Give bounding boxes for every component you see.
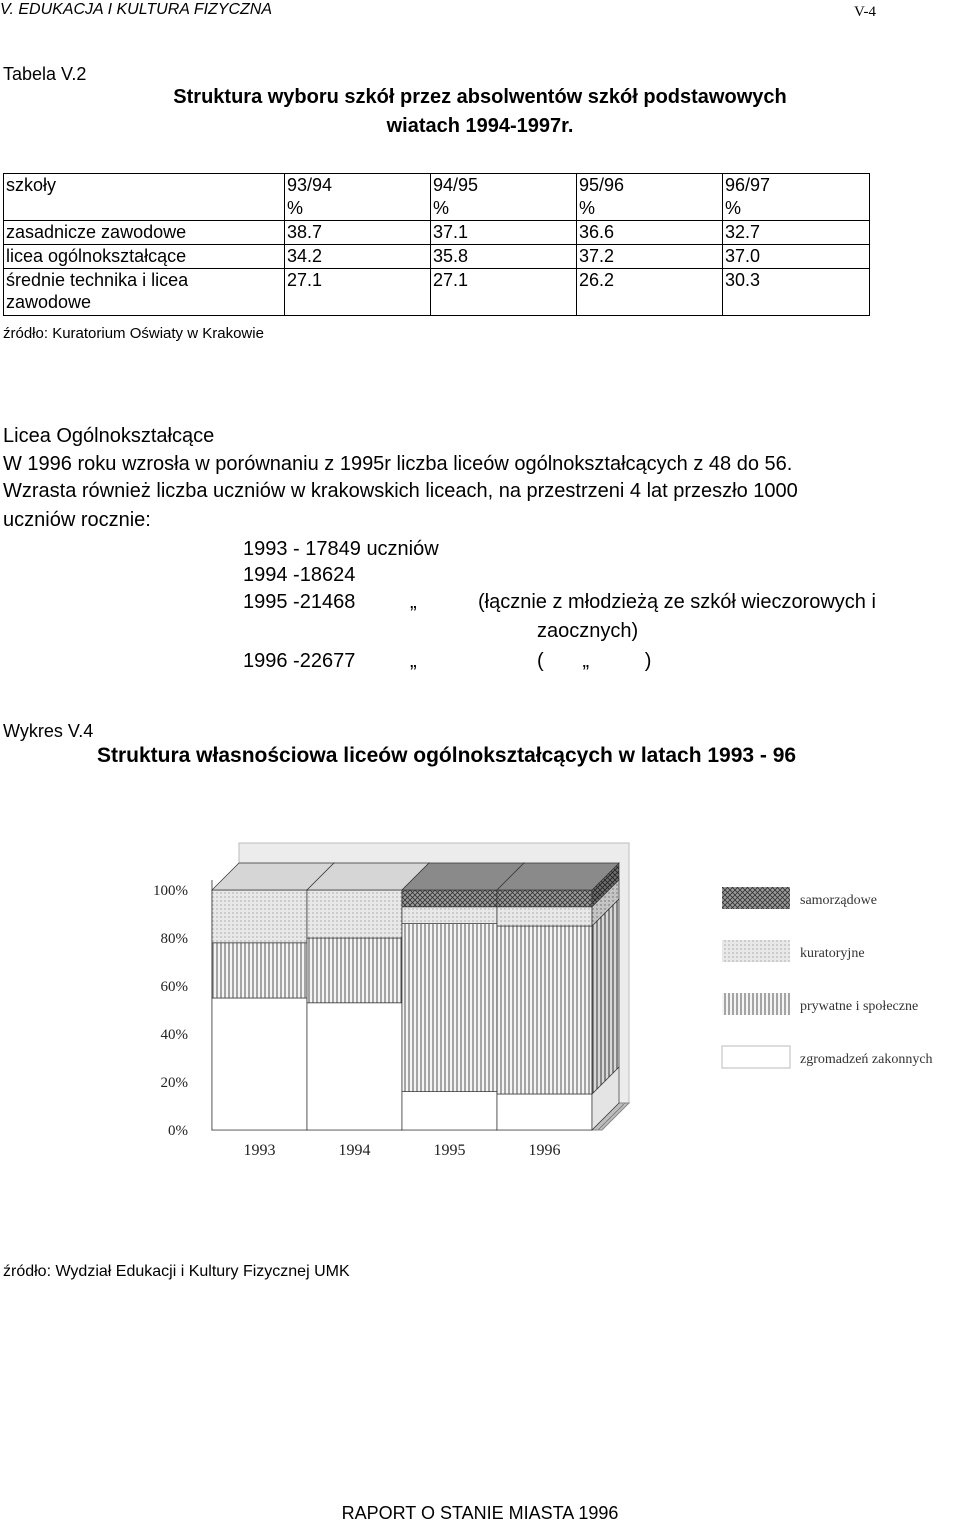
ditto-mark: „ [410, 591, 417, 613]
bar-segment-side [592, 899, 619, 1094]
bar-segment [212, 890, 307, 943]
table-cell: 36.6 [577, 221, 723, 245]
row-label-line2: zawodowe [6, 292, 92, 312]
bar-segment [402, 1092, 497, 1130]
row-label: licea ogólnokształcące [4, 245, 285, 269]
table-label: Tabela V.2 [3, 64, 87, 84]
table-cell: 34.2 [285, 245, 431, 269]
table-source: źródło: Kuratorium Oświaty w Krakowie [3, 325, 264, 342]
table-cell: 26.2 [577, 269, 723, 316]
table-header-row [4, 174, 870, 198]
column-header: 93/94 [285, 174, 431, 198]
section-title: V. EDUKACJA I KULTURA FIZYCZNA [0, 1, 273, 18]
x-tick-label: 1996 [528, 1142, 561, 1159]
chart-label: Wykres V.4 [3, 721, 94, 741]
bar-segment [402, 907, 497, 924]
y-tick-label: 20% [160, 1075, 188, 1091]
legend-swatch [722, 1046, 790, 1068]
list-item-year: 1994 -18624 [243, 564, 356, 586]
table-cell: 38.7 [285, 221, 431, 245]
table-title-line1: Struktura wyboru szkół przez absolwentów szkół podstawowych [173, 86, 787, 108]
y-tick-label: 60% [160, 979, 188, 995]
bar-segment [497, 926, 592, 1094]
list-item-year: 1996 -22677 [243, 650, 356, 672]
table-row [4, 221, 870, 245]
y-tick-label: 100% [153, 883, 188, 899]
y-axis [153, 883, 188, 1139]
table-row [4, 245, 870, 269]
table-cell: 30.3 [723, 269, 870, 316]
column-header: 95/96 [577, 174, 723, 198]
table-cell: 37.0 [723, 245, 870, 269]
bar-segment [212, 943, 307, 998]
table-units-row [4, 197, 870, 221]
list-item-note: zaocznych) [537, 620, 639, 642]
unit-cell: % [431, 197, 577, 221]
list-item-year: 1993 - 17849 uczniów [243, 538, 439, 560]
table-cell: 27.1 [285, 269, 431, 316]
paragraph-line: uczniów rocznie: [3, 509, 151, 531]
bar-segment [497, 907, 592, 926]
x-tick-label: 1995 [433, 1142, 466, 1159]
y-tick-label: 40% [160, 1027, 188, 1043]
unit-cell [4, 197, 285, 221]
table-title-line2: wiatach 1994-1997r. [386, 115, 574, 137]
table-cell: 35.8 [431, 245, 577, 269]
legend-label: prywatne i społeczne [800, 999, 919, 1014]
chart-title: Struktura własnościowa liceów ogólnokształcących w latach 1993 - 96 [97, 744, 797, 767]
row-label-line1: średnie technika i licea [6, 270, 189, 290]
x-axis [244, 1142, 561, 1159]
column-header: 96/97 [723, 174, 870, 198]
legend-label: samorządowe [800, 893, 877, 908]
x-tick-label: 1994 [338, 1142, 371, 1159]
bar-segment [497, 1094, 592, 1130]
bar-segment [212, 998, 307, 1130]
y-tick-label: 0% [168, 1123, 188, 1139]
bar-segment [307, 1003, 402, 1130]
table-cell: 37.1 [431, 221, 577, 245]
bar-segment [307, 938, 402, 1003]
legend-swatch [722, 887, 790, 909]
unit-cell: % [285, 197, 431, 221]
chart-legend [722, 887, 933, 1068]
column-header: 94/95 [431, 174, 577, 198]
ownership-structure-chart [0, 780, 960, 1200]
bar-segment [497, 890, 592, 907]
footer-text: RAPORT O STANIE MIASTA 1996 [341, 1503, 619, 1523]
bar-stack-group [212, 863, 619, 1130]
bar-segment [402, 924, 497, 1092]
y-tick-label: 80% [160, 931, 188, 947]
column-header: szkoły [4, 174, 285, 198]
chart-source: źródło: Wydział Edukacji i Kultury Fizycznej UMK [3, 1263, 350, 1280]
ditto-mark: „ [410, 650, 417, 672]
list-item-note: ( „ ) [537, 650, 652, 672]
paragraph-line: Wzrasta również liczba uczniów w krakowskich liceach, na przestrzeni 4 lat przeszło 1000 [3, 480, 798, 502]
legend-label: kuratoryjne [800, 946, 865, 961]
list-item-note: (łącznie z młodzieżą ze szkół wieczorowych i [478, 591, 876, 613]
table-cell: 32.7 [723, 221, 870, 245]
table-cell: 37.2 [577, 245, 723, 269]
bar-segment [402, 890, 497, 907]
unit-cell: % [577, 197, 723, 221]
school-choice-table [3, 173, 870, 316]
section-heading: Licea Ogólnokształcące [3, 425, 215, 447]
paragraph-line: W 1996 roku wzrosła w porównaniu z 1995r liczba liceów ogólnokształcących z 48 do 56. [3, 453, 793, 475]
table-row [4, 269, 870, 316]
legend-label: zgromadzeń zakonnych [800, 1052, 933, 1067]
bar-segment [307, 890, 402, 938]
unit-cell: % [723, 197, 870, 221]
table-cell: 27.1 [431, 269, 577, 316]
row-label [4, 269, 285, 316]
legend-swatch [722, 993, 790, 1015]
page-code: V-4 [854, 4, 876, 20]
legend-swatch [722, 940, 790, 962]
row-label: zasadnicze zawodowe [4, 221, 285, 245]
list-item-year: 1995 -21468 [243, 591, 356, 613]
x-tick-label: 1993 [243, 1142, 276, 1159]
